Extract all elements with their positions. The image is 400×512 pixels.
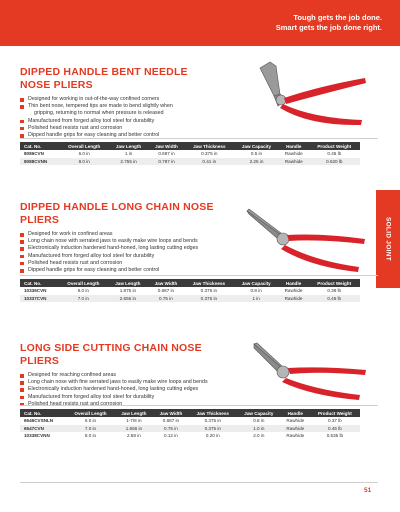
column-header: Jaw Length	[108, 279, 148, 287]
long-side-cutting-chain-nose-pliers-image	[248, 340, 370, 402]
column-header: Cat. No.	[20, 409, 67, 417]
column-header: Jaw Capacity	[234, 279, 279, 287]
table-row: 8088CVNN 8.0 in 2.755 in 0.787 in 0.41 in 2.25 in Rawhide 0.620 lb	[20, 158, 360, 166]
table-row: 8086CVN 6.0 in 1 in 0.687 in 0.375 in 0.5 in Rawhide 0.46 lb	[24, 151, 342, 157]
feature-item: Electronically induction hardened hand-honed, long lasting cutting edges	[20, 245, 365, 252]
feature-item: Designed for working in out-of-the-way confined corners	[20, 96, 365, 103]
column-header: Cat. No.	[20, 142, 60, 150]
feature-item: Long chain nose with fine serrated jaws to easily make wire loops and bends	[20, 379, 365, 386]
column-header: Handle	[279, 279, 309, 287]
spec-table	[20, 409, 360, 440]
column-header: Jaw Length	[109, 142, 149, 150]
tagline-line-1: Tough gets the job done.	[293, 13, 382, 22]
column-header: Product Weight	[310, 409, 360, 417]
header-bar	[0, 0, 400, 46]
column-header: Jaw Width	[148, 142, 184, 150]
column-header: Handle	[281, 409, 310, 417]
divider	[20, 138, 378, 139]
column-header: Jaw Length	[114, 409, 153, 417]
table-row: 6546CVSNLN 6.0 in 1-7/8 in 0.687 in 0.375 in 0.8 in Rawhide 0.37 lb	[24, 418, 342, 424]
table-row: 10338CVNN 8.0 in 2.58 in 0.12 in 0.20 in 2.0 in Rawhide 0.535 lb	[24, 433, 344, 439]
divider	[20, 405, 378, 406]
feature-item: Polished head resists rust and corrosion	[20, 125, 365, 132]
spec-table	[20, 142, 360, 165]
column-header: Product Weight	[309, 142, 360, 150]
feature-item: Polished head resists rust and corrosion	[20, 401, 365, 408]
bent-needle-nose-pliers-image	[250, 60, 370, 132]
column-header: Jaw Thickness	[184, 279, 234, 287]
feature-item: Manufactured from forged alloy tool steel for durability	[20, 394, 365, 401]
column-header: Cat. No.	[20, 279, 59, 287]
column-header: Product Weight	[308, 279, 360, 287]
table-row: 10336CVN 6.0 in 1.875 in 0.687 in 0.375 in 0.8 in Rawhide 0.38 lb	[24, 288, 342, 294]
table-header-row	[20, 142, 360, 150]
section-title: DIPPED HANDLE BENT NEEDLE NOSE PLIERS	[20, 66, 188, 91]
feature-item: Electronically induction hardened hand-honed, long lasting cutting edges	[20, 386, 365, 393]
column-header: Jaw Width	[148, 279, 184, 287]
feature-item: Designed for work in confined areas	[20, 231, 365, 238]
tagline	[276, 13, 382, 33]
column-header: Jaw Thickness	[189, 409, 237, 417]
column-header: Overall Length	[60, 142, 109, 150]
column-header: Jaw Capacity	[234, 142, 279, 150]
feature-item: Dipped handle grips for easy cleaning and better control	[20, 132, 365, 139]
feature-item: Manufactured from forged alloy tool steel for durability	[20, 118, 365, 125]
feature-item: Long chain nose with serrated jaws to easily make wire loops and bends	[20, 238, 365, 245]
column-header: Handle	[279, 142, 309, 150]
column-header: Jaw Thickness	[185, 142, 234, 150]
feature-item: Dipped handle grips for easy cleaning and better control	[20, 267, 365, 274]
feature-item: Thin bent nose, tempered tips are made to bend slightly when	[20, 103, 365, 110]
table-row: 10337CVN 7.0 in 2.656 in 0.75 in 0.375 in 1 in Rawhide 0.46 lb	[20, 295, 360, 303]
table-header-row	[20, 409, 360, 417]
page-number: 51	[364, 487, 372, 494]
spec-table	[20, 279, 360, 302]
section-title: LONG SIDE CUTTING CHAIN NOSE PLIERS	[20, 342, 202, 367]
table-row: 6547CVN 7.0 in 1.656 in 0.75 in 0.375 in 1.0 in Rawhide 0.45 lb	[20, 425, 360, 433]
footer-divider	[20, 482, 378, 483]
feature-item: Manufactured from forged alloy tool steel for durability	[20, 253, 365, 260]
column-header: Overall Length	[59, 279, 108, 287]
long-chain-nose-pliers-image	[245, 205, 370, 275]
section-title: DIPPED HANDLE LONG CHAIN NOSE PLIERS	[20, 201, 214, 226]
tagline-line-2: Smart gets the job done right.	[275, 23, 382, 32]
side-tab-label: SOLID JOINT	[384, 216, 392, 262]
column-header: Jaw Capacity	[237, 409, 281, 417]
feature-item-continued: gripping, returning to normal when pressure is released	[34, 110, 164, 117]
side-tab	[376, 190, 400, 288]
feature-item: Designed for reaching confined areas	[20, 372, 365, 379]
column-header: Jaw Width	[153, 409, 188, 417]
table-header-row	[20, 279, 360, 287]
column-header: Overall Length	[67, 409, 115, 417]
divider	[20, 275, 378, 276]
feature-item: Polished head resists rust and corrosion	[20, 260, 365, 267]
